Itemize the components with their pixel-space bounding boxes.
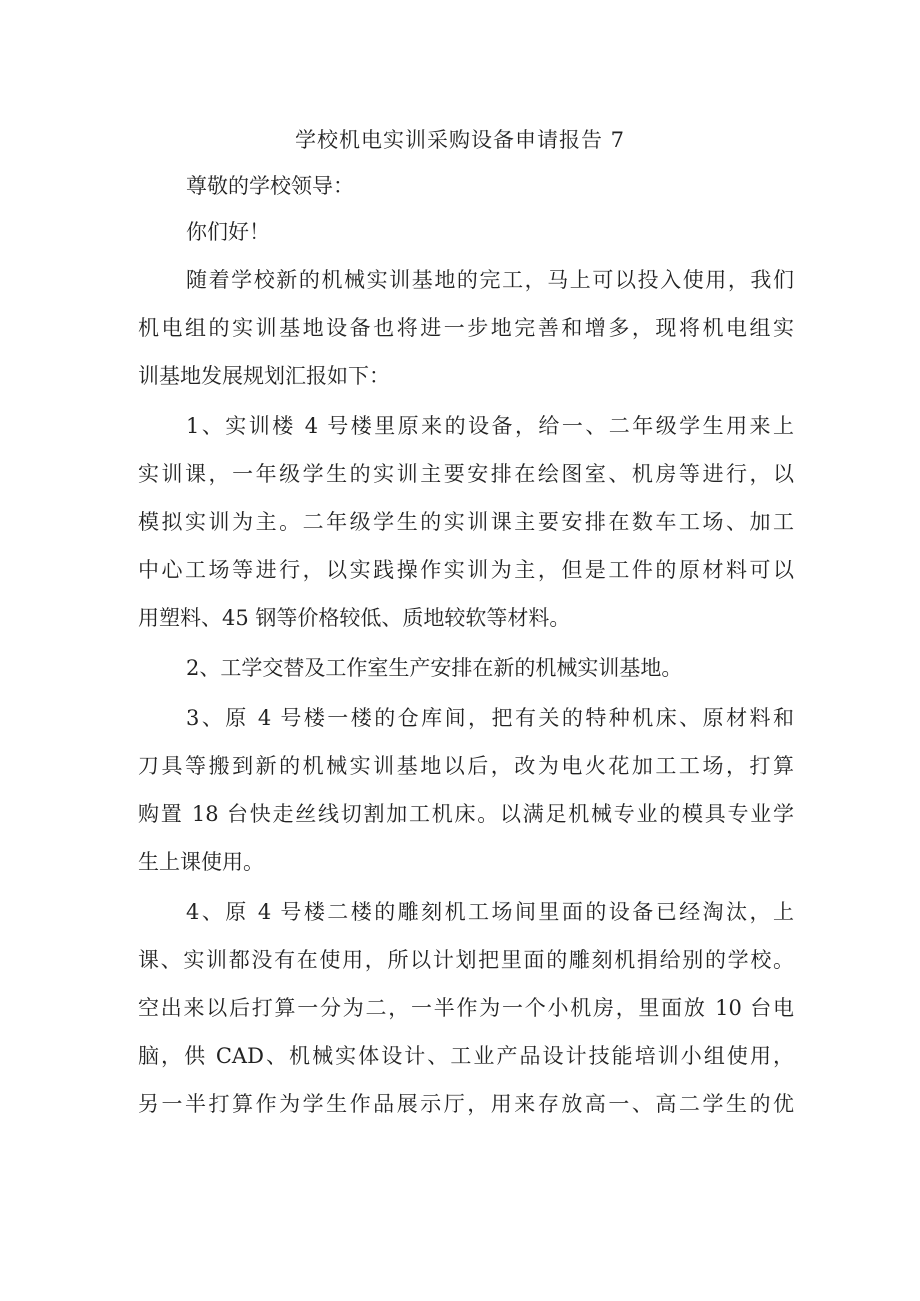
paragraph-line: 课、实训都没有在使用，所以计划把里面的雕刻机捐给别的学校。 (138, 948, 794, 972)
paragraph-line: 实训课，一年级学生的实训主要安排在绘图室、机房等进行，以 (138, 462, 794, 486)
paragraph-line: 1、实训楼 4 号楼里原来的设备，给一、二年级学生用来上 (186, 414, 794, 438)
paragraph-line: 另一半打算作为学生作品展示厅，用来存放高一、高二学生的优 (138, 1092, 794, 1116)
greeting: 尊敬的学校领导： (186, 174, 354, 198)
paragraph-line: 随着学校新的机械实训基地的完工，马上可以投入使用，我们 (186, 268, 794, 292)
document-title: 学校机电实训采购设备申请报告 7 (294, 128, 626, 152)
paragraph-line: 模拟实训为主。二年级学生的实训课主要安排在数车工场、加工 (138, 510, 794, 534)
paragraph-line: 空出来以后打算一分为二，一半作为一个小机房，里面放 10 台电 (138, 996, 794, 1020)
paragraph-line: 购置 18 台快走丝线切割加工机床。以满足机械专业的模具专业学 (138, 802, 794, 826)
paragraph-line: 刀具等搬到新的机械实训基地以后，改为电火花加工工场，打算 (138, 754, 794, 778)
paragraph-line: 4、原 4 号楼二楼的雕刻机工场间里面的设备已经淘汰，上 (186, 900, 794, 924)
paragraph-line: 用塑料、45 钢等价格较低、质地较软等材料。 (138, 606, 571, 630)
paragraph-line: 机电组的实训基地设备也将进一步地完善和增多，现将机电组实 (138, 316, 794, 340)
paragraph-line: 生上课使用。 (138, 850, 264, 874)
paragraph-line: 3、原 4 号楼一楼的仓库间，把有关的特种机床、原材料和 (186, 706, 794, 730)
paragraph-line: 2、工学交替及工作室生产安排在新的机械实训基地。 (186, 656, 683, 680)
paragraph-line: 训基地发展规划汇报如下： (138, 364, 390, 388)
paragraph-line: 中心工场等进行，以实践操作实训为主，但是工件的原材料可以 (138, 558, 794, 582)
paragraph-line: 脑，供 CAD、机械实体设计、工业产品设计技能培训小组使用， (138, 1044, 794, 1068)
salutation: 你们好！ (186, 220, 270, 244)
